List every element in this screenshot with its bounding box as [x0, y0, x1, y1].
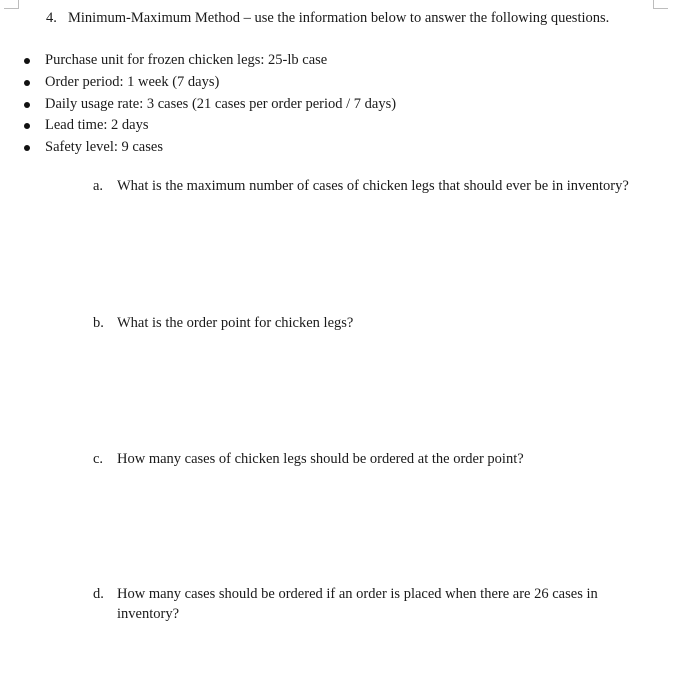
fact-item [0, 138, 396, 160]
bullet-icon [24, 145, 30, 151]
question-number: 4. [46, 10, 57, 26]
question-heading-text: Minimum-Maximum Method – use the information below to answer the following questions. [68, 10, 610, 26]
sub-question-letter: d. [93, 586, 104, 602]
question-heading [46, 10, 609, 27]
sub-question-text: What is the order point for chicken legs? [117, 315, 354, 331]
sub-question-c [93, 449, 653, 469]
facts-list [0, 51, 396, 160]
sub-question-letter: a. [93, 178, 104, 194]
bullet-icon [24, 80, 30, 86]
fact-item [0, 51, 396, 73]
sub-question-text: How many cases should be ordered if an order is placed when there are 26 cases in inventory? [117, 586, 598, 622]
sub-question-letter: c. [93, 451, 104, 467]
fact-text: Lead time: 2 days [45, 117, 149, 134]
page-corner-mark-right [653, 0, 668, 9]
page-corner-mark-left [4, 0, 19, 9]
bullet-icon [24, 102, 30, 108]
sub-question-d [93, 584, 653, 624]
sub-question-a [93, 176, 653, 196]
fact-text: Daily usage rate: 3 cases (21 cases per order period / 7 days) [45, 95, 397, 112]
fact-item [0, 95, 396, 117]
fact-text: Order period: 1 week (7 days) [45, 73, 220, 90]
bullet-icon [24, 58, 30, 64]
sub-question-letter: b. [93, 315, 104, 331]
fact-text: Purchase unit for frozen chicken legs: 25-lb case [45, 52, 328, 68]
fact-item [0, 73, 396, 95]
sub-question-b [93, 313, 653, 333]
fact-text: Safety level: 9 cases [45, 139, 163, 156]
sub-question-text: How many cases of chicken legs should be ordered at the order point? [117, 451, 524, 467]
bullet-icon [24, 123, 30, 129]
fact-item [0, 116, 396, 138]
sub-question-text: What is the maximum number of cases of chicken legs that should ever be in inventory? [117, 178, 629, 194]
